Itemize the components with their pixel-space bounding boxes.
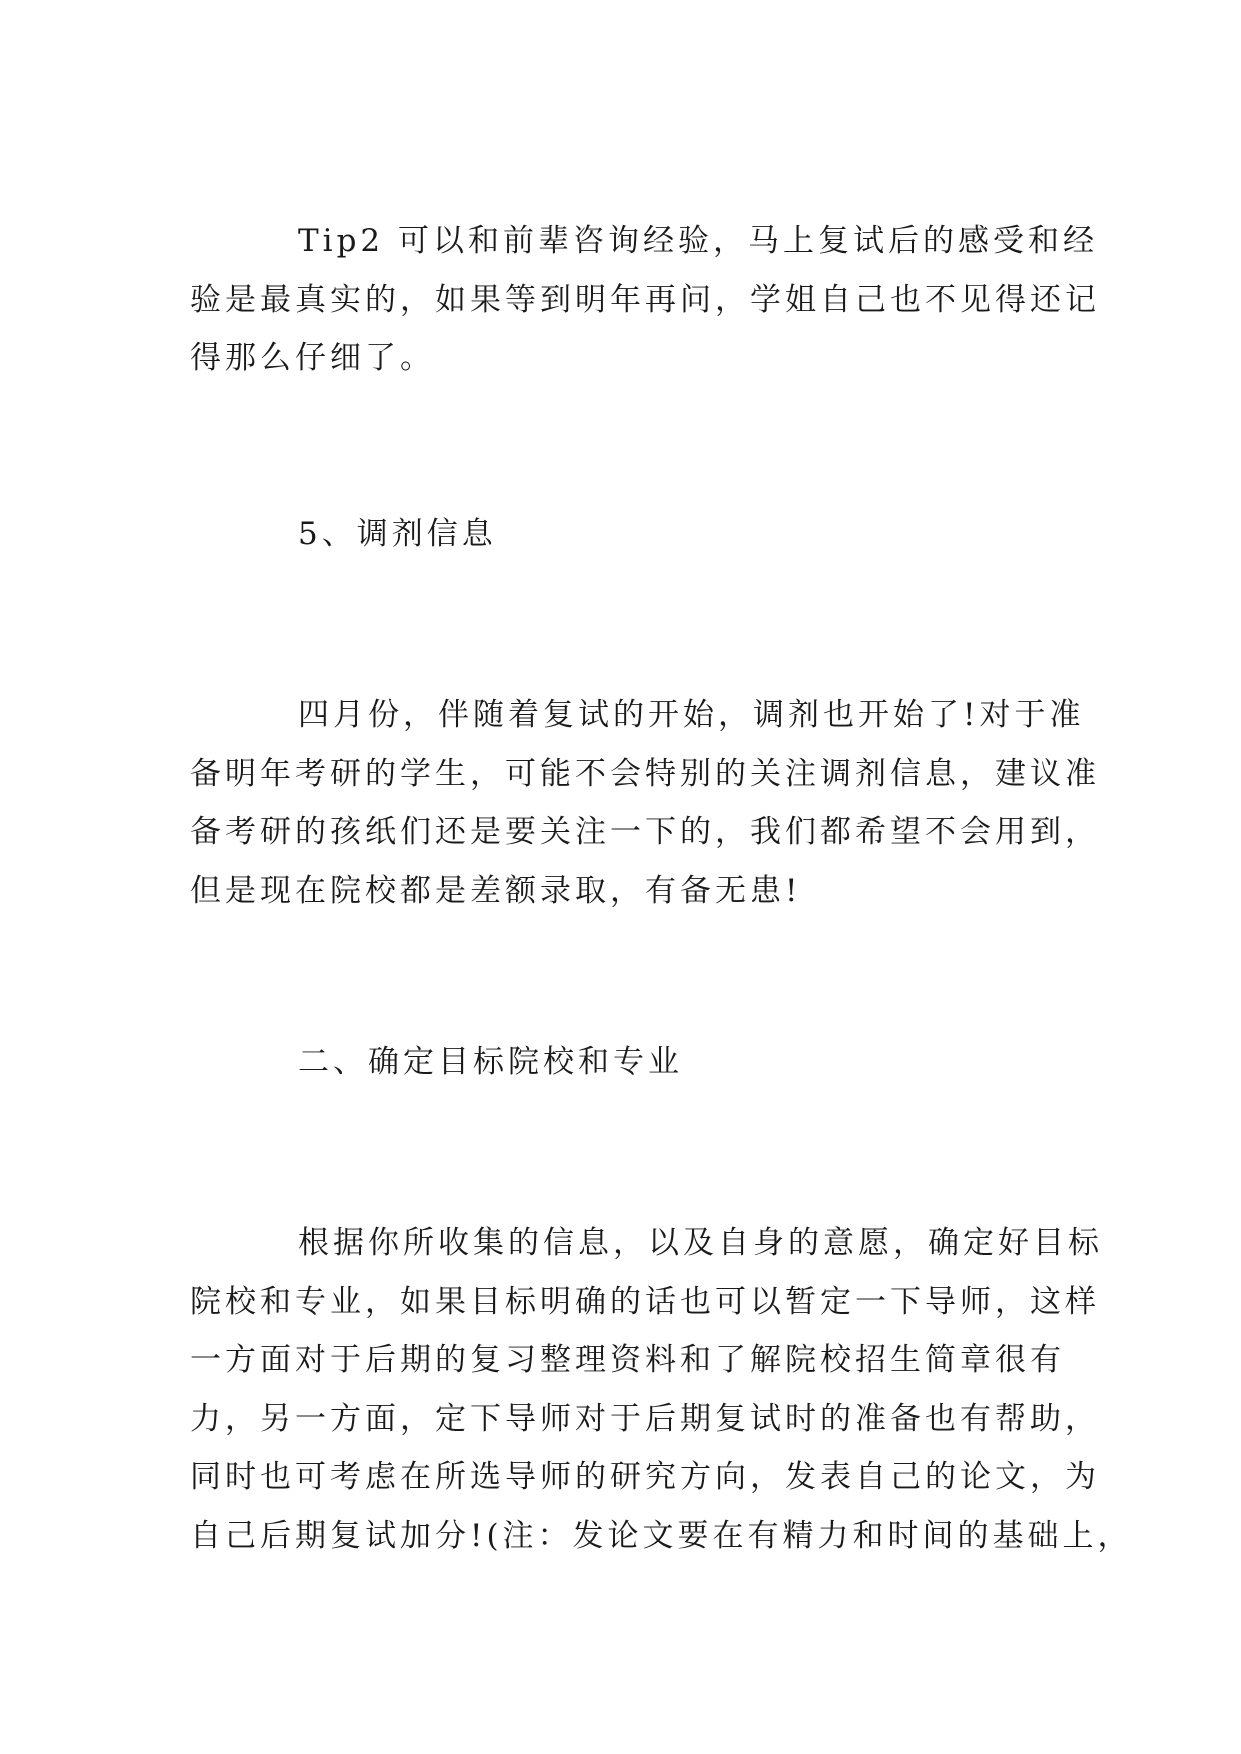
paragraph-line: 院校和专业，如果目标明确的话也可以暂定一下导师，这样 [190, 1283, 1100, 1320]
paragraph-line: 但是现在院校都是差额录取，有备无患! [190, 872, 802, 909]
paragraph-line: 自己后期复试加分!(注：发论文要在有精力和时间的基础上， [190, 1517, 1133, 1554]
paragraph-adjust [190, 686, 1100, 920]
paragraph-line: 力，另一方面，定下导师对于后期复试时的准备也有帮助， [190, 1400, 1100, 1437]
section-heading-5: 5、调剂信息 [298, 516, 497, 552]
paragraph-line: 同时也可考虑在所选导师的研究方向，发表自己的论文，为 [190, 1459, 1100, 1495]
paragraph-line: 根据你所收集的信息，以及自身的意愿，确定好目标 [298, 1225, 1103, 1261]
paragraph-line: 验是最真实的，如果等到明年再问，学姐自己也不见得还记 [190, 281, 1100, 318]
paragraph-line: 备考研的孩纸们还是要关注一下的，我们都希望不会用到， [190, 814, 1100, 850]
paragraph-line: 一方面对于后期的复习整理资料和了解院校招生简章很有 [190, 1342, 1065, 1378]
paragraph-line: 得那么仔细了。 [190, 340, 435, 376]
paragraph-tip2 [190, 212, 1100, 388]
paragraph-line: Tip2 可以和前辈咨询经验，马上复试后的感受和经 [298, 223, 1099, 259]
paragraph-line: 备明年考研的学生，可能不会特别的关注调剂信息，建议准 [190, 755, 1100, 792]
section-heading-2: 二、确定目标院校和专业 [298, 1044, 683, 1080]
paragraph-line: 四月份，伴随着复试的开始，调剂也开始了!对于准 [298, 697, 1085, 733]
paragraph-target [190, 1214, 1133, 1565]
